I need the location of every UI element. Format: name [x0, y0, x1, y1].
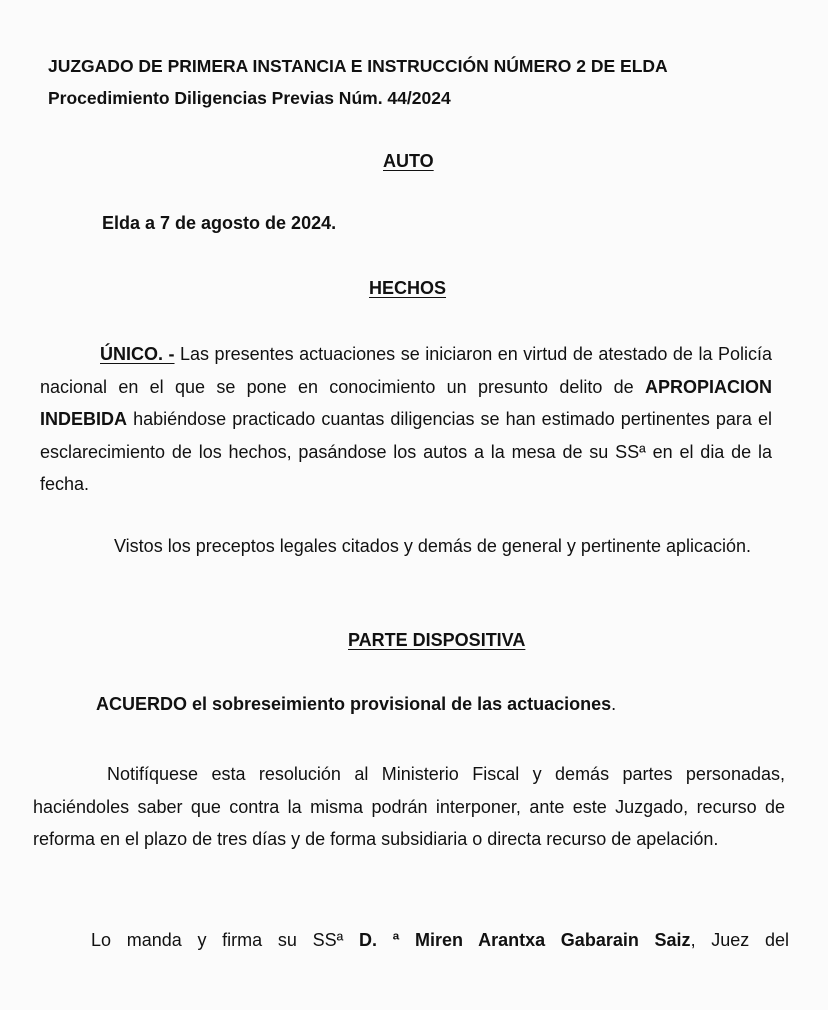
unico-paragraph [40, 338, 772, 501]
firma-paragraph [33, 924, 789, 957]
auto-title: AUTO [383, 151, 434, 171]
vistos-paragraph: Vistos los preceptos legales citados y demás de general y pertinente aplicación. [114, 536, 752, 556]
judge-name: D. ª Miren Arantxa Gabarain Saiz [358, 930, 691, 950]
firma-text-1: Lo manda y firma su SSª [91, 930, 359, 950]
hechos-title: HECHOS [369, 278, 447, 298]
unico-label: ÚNICO. - [100, 344, 175, 364]
unico-text-1: Las presentes actuaciones se iniciaron en virtud de atestado de la Policía nacional en el que se pone en conocimiento un presunto delito de [40, 344, 772, 397]
unico-text-2: habiéndose practicado cuantas diligencias se han estimado pertinentes para el esclarecimiento de los hechos, pasándose los autos a la mesa de su SSª en el dia de la fecha. [40, 409, 772, 494]
crime-name: APROPIACION INDEBIDA [40, 376, 772, 429]
notificacion-paragraph: Notifíquese esta resolución al Ministerio Fiscal y demás partes personadas, haciéndoles saber que contra la misma podrán interponer, ante este Juzgado, recurso de reforma en el plazo de tres días y de forma subsidiaria o directa recurso de apelación. [33, 764, 785, 849]
acuerdo-text: ACUERDO el sobreseimiento provisional de las actuaciones [96, 694, 612, 714]
court-name: JUZGADO DE PRIMERA INSTANCIA E INSTRUCCIÓN NÚMERO 2 DE ELDA [48, 56, 668, 76]
procedure-number: Procedimiento Diligencias Previas Núm. 44/2024 [48, 88, 451, 108]
acuerdo-line [96, 694, 616, 715]
date-line: Elda a 7 de agosto de 2024. [102, 213, 337, 233]
firma-text-2: , Juez del [690, 930, 790, 950]
acuerdo-period: . [611, 694, 617, 714]
parte-dispositiva-title: PARTE DISPOSITIVA [348, 630, 526, 650]
